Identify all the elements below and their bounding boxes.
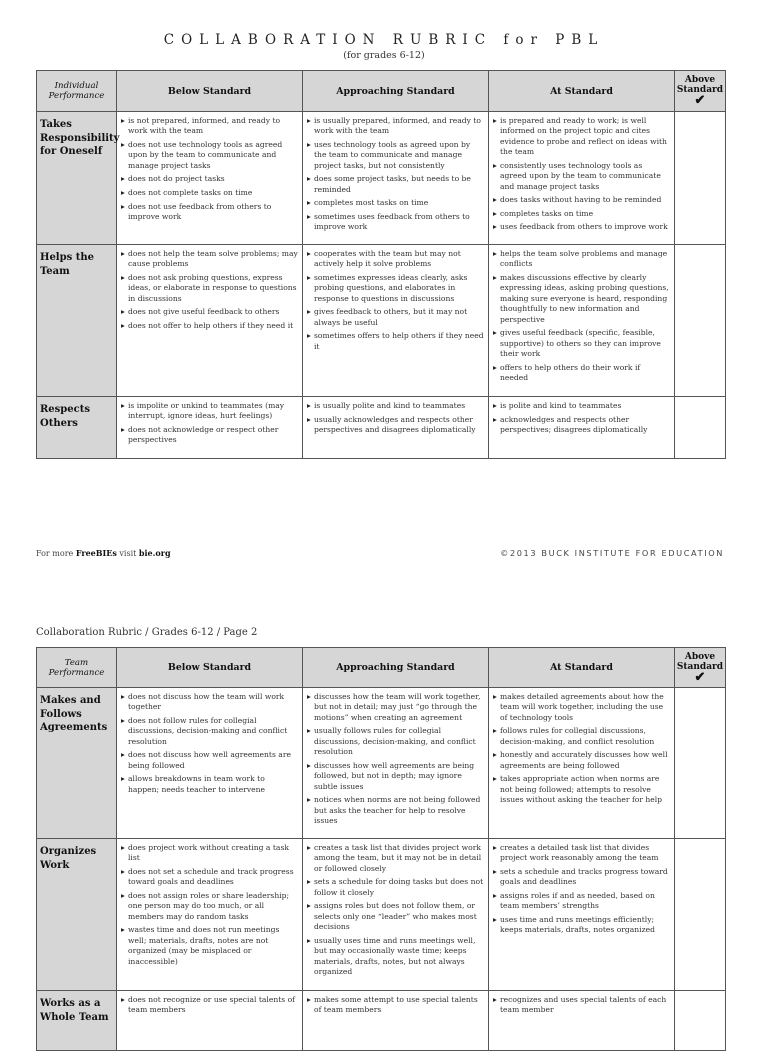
above-standard-cell: [675, 397, 726, 459]
rubric-bullet: ▸ makes some attempt to use special talents of team members: [307, 995, 484, 1016]
corner-header: [37, 71, 117, 112]
above-standard-cell: [675, 112, 726, 245]
below-standard-cell: [117, 245, 303, 397]
table-row: [37, 991, 726, 1051]
approaching-standard-cell: [303, 397, 489, 459]
approaching-standard-cell: [303, 245, 489, 397]
approaching-standard-cell: [303, 839, 489, 991]
above-label-line2: Standard: [676, 661, 724, 672]
document-subtitle: (for grades 6-12): [343, 50, 425, 61]
rubric-bullet: ▸ does some project tasks, but needs to be reminded: [307, 174, 484, 195]
column-header-approaching: Approaching Standard: [303, 71, 489, 112]
above-label-line1: Above: [684, 651, 716, 662]
rubric-bullet: ▸ does tasks without having to be reminded: [493, 195, 670, 205]
below-standard-cell: [117, 839, 303, 991]
rubric-bullet: ▸ usually acknowledges and respects other perspectives and disagrees diplomatically: [307, 415, 484, 436]
rubric-bullet: ▸ notices when norms are not being followed but asks the teacher for help to resolve issues: [307, 795, 484, 826]
rubric-bullet: ▸ is prepared and ready to work; is well informed on the project topic and cites evidence to probe and reflect on ideas with the team: [493, 116, 670, 158]
rubric-bullet: ▸ usually uses time and runs meetings well, but may occasionally waste time; keeps materials, drafts, notes, but not always organized: [307, 936, 484, 978]
rubric-bullet: ▸ does not offer to help others if they need it: [121, 321, 298, 331]
rubric-bullet: ▸ consistently uses technology tools as agreed upon by the team to communicate and manage project tasks: [493, 161, 670, 192]
rubric-bullet: ▸ discusses how well agreements are being followed, but not in depth; may ignore subtle issues: [307, 761, 484, 792]
criterion-label: Takes Responsibility for Oneself: [37, 112, 117, 245]
rubric-bullet: ▸ acknowledges and respects other perspectives; disagrees diplomatically: [493, 415, 670, 436]
rubric-bullet: ▸ offers to help others do their work if needed: [493, 363, 670, 384]
page2-label: Collaboration Rubric / Grades 6-12 / Page 2: [36, 627, 258, 638]
criterion-label: Helps the Team: [37, 245, 117, 397]
column-header-approaching: Approaching Standard: [303, 648, 489, 688]
at-standard-cell: [489, 245, 675, 397]
footer-copyright: ©2013 BUCK INSTITUTE FOR EDUCATION: [500, 548, 724, 558]
corner-header-line2: Performance: [48, 91, 105, 101]
rubric-bullet: ▸ gives feedback to others, but it may not always be useful: [307, 307, 484, 328]
at-standard-cell: [489, 112, 675, 245]
document-title: COLLABORATION RUBRIC for PBL: [163, 32, 605, 48]
corner-header-line1: Team: [64, 657, 89, 668]
footer-freebies-note: [36, 548, 171, 558]
column-header-at: At Standard: [489, 648, 675, 688]
rubric-bullet: ▸ discusses how the team will work together, but not in detail; may just “go through the motions” when creating an agreement: [307, 692, 484, 723]
below-standard-cell: [117, 688, 303, 839]
corner-header-line1: Individual: [54, 81, 99, 91]
column-header-above: [675, 71, 726, 112]
above-label-line2: Standard: [676, 85, 724, 95]
rubric-bullet: ▸ sets a schedule for doing tasks but does not follow it closely: [307, 877, 484, 898]
rubric-bullet: ▸ is polite and kind to teammates: [493, 401, 670, 411]
table-row: [37, 245, 726, 397]
below-standard-cell: [117, 397, 303, 459]
rubric-bullet: ▸ does not do project tasks: [121, 174, 298, 184]
criterion-label: Organizes Work: [37, 839, 117, 991]
table-row: [37, 397, 726, 459]
below-standard-cell: [117, 991, 303, 1051]
rubric-bullet: ▸ follows rules for collegial discussions, decision-making, and conflict resolution: [493, 726, 670, 747]
checkmark-icon: ✔: [694, 93, 706, 108]
rubric-bullet: ▸ makes detailed agreements about how the team will work together, including the use of technology tools: [493, 692, 670, 723]
rubric-bullet: ▸ does not set a schedule and track progress toward goals and deadlines: [121, 867, 298, 888]
rubric-bullet: ▸ sets a schedule and tracks progress toward goals and deadlines: [493, 867, 670, 888]
rubric-bullet: ▸ wastes time and does not run meetings well; materials, drafts, notes are not organized (may be misplaced or inaccessible): [121, 925, 298, 967]
table-row: [37, 112, 726, 245]
rubric-bullet: ▸ completes tasks on time: [493, 209, 670, 219]
rubric-bullet: ▸ does not acknowledge or respect other perspectives: [121, 425, 298, 446]
rubric-table-team: [36, 647, 726, 1051]
rubric-bullet: ▸ gives useful feedback (specific, feasible, supportive) to others so they can improve their work: [493, 328, 670, 359]
footer-mid: visit: [116, 549, 139, 558]
rubric-bullet: ▸ uses technology tools as agreed upon by the team to communicate and manage project tasks, but not consistently: [307, 140, 484, 171]
rubric-bullet: ▸ does not recognize or use special talents of team members: [121, 995, 298, 1016]
rubric-bullet: ▸ creates a task list that divides project work among the team, but it may not be in detail or followed closely: [307, 843, 484, 874]
at-standard-cell: [489, 839, 675, 991]
rubric-bullet: ▸ sometimes expresses ideas clearly, asks probing questions, and elaborates in response to questions in discussions: [307, 273, 484, 304]
criterion-label: Works as a Whole Team: [37, 991, 117, 1051]
rubric-bullet: ▸ does not follow rules for collegial discussions, decision-making and conflict resolution: [121, 716, 298, 747]
rubric-bullet: ▸ does not discuss how well agreements are being followed: [121, 750, 298, 771]
footer-prefix: For more: [36, 549, 76, 558]
column-header-below: Below Standard: [117, 648, 303, 688]
at-standard-cell: [489, 991, 675, 1051]
footer-freebies: FreeBIEs: [75, 548, 117, 558]
at-standard-cell: [489, 397, 675, 459]
rubric-bullet: ▸ does not use feedback from others to improve work: [121, 202, 298, 223]
rubric-bullet: ▸ allows breakdowns in team work to happen; needs teacher to intervene: [121, 774, 298, 795]
rubric-bullet: ▸ does not discuss how the team will work together: [121, 692, 298, 713]
rubric-bullet: ▸ completes most tasks on time: [307, 198, 484, 208]
approaching-standard-cell: [303, 688, 489, 839]
column-header-above: [675, 648, 726, 688]
above-standard-cell: [675, 245, 726, 397]
rubric-bullet: ▸ does not use technology tools as agreed upon by the team to communicate and manage project tasks: [121, 140, 298, 171]
rubric-bullet: ▸ assigns roles if and as needed, based on team members’ strengths: [493, 891, 670, 912]
below-standard-cell: [117, 112, 303, 245]
rubric-bullet: ▸ does not ask probing questions, express ideas, or elaborate in response to questions in discussions: [121, 273, 298, 304]
approaching-standard-cell: [303, 112, 489, 245]
rubric-table-individual: [36, 70, 726, 459]
checkmark-icon: ✔: [694, 669, 706, 685]
rubric-bullet: ▸ is impolite or unkind to teammates (may interrupt, ignore ideas, hurt feelings): [121, 401, 298, 422]
rubric-bullet: ▸ creates a detailed task list that divides project work reasonably among the team: [493, 843, 670, 864]
column-header-below: Below Standard: [117, 71, 303, 112]
rubric-bullet: ▸ sometimes offers to help others if they need it: [307, 331, 484, 352]
criterion-label: Makes and Follows Agreements: [37, 688, 117, 839]
column-header-at: At Standard: [489, 71, 675, 112]
corner-header-line2: Performance: [48, 667, 105, 678]
rubric-bullet: ▸ uses feedback from others to improve work: [493, 222, 670, 232]
above-standard-cell: [675, 839, 726, 991]
above-standard-cell: [675, 991, 726, 1051]
rubric-bullet: ▸ is usually prepared, informed, and ready to work with the team: [307, 116, 484, 137]
rubric-bullet: ▸ honestly and accurately discusses how well agreements are being followed: [493, 750, 670, 771]
rubric-bullet: ▸ is usually polite and kind to teammates: [307, 401, 484, 411]
approaching-standard-cell: [303, 991, 489, 1051]
rubric-bullet: ▸ usually follows rules for collegial discussions, decision-making, and conflict resolution: [307, 726, 484, 757]
rubric-bullet: ▸ does not assign roles or share leadership; one person may do too much, or all members may do random tasks: [121, 891, 298, 922]
rubric-bullet: ▸ uses time and runs meetings efficiently; keeps materials, drafts, notes organized: [493, 915, 670, 936]
table-row: [37, 688, 726, 839]
at-standard-cell: [489, 688, 675, 839]
rubric-bullet: ▸ does not help the team solve problems; may cause problems: [121, 249, 298, 270]
rubric-bullet: ▸ does not complete tasks on time: [121, 188, 298, 198]
rubric-bullet: ▸ cooperates with the team but may not actively help it solve problems: [307, 249, 484, 270]
criterion-label: Respects Others: [37, 397, 117, 459]
corner-header: [37, 648, 117, 688]
table-row: [37, 839, 726, 991]
rubric-bullet: ▸ does not give useful feedback to others: [121, 307, 298, 317]
rubric-bullet: ▸ is not prepared, informed, and ready to work with the team: [121, 116, 298, 137]
rubric-bullet: ▸ sometimes uses feedback from others to improve work: [307, 212, 484, 233]
above-label-line1: Above: [684, 75, 716, 85]
above-standard-cell: [675, 688, 726, 839]
rubric-bullet: ▸ recognizes and uses special talents of each team member: [493, 995, 670, 1016]
rubric-bullet: ▸ assigns roles but does not follow them, or selects only one “leader” who makes most decisions: [307, 901, 484, 932]
rubric-bullet: ▸ helps the team solve problems and manage conflicts: [493, 249, 670, 270]
footer-site-link[interactable]: bie.org: [138, 548, 171, 558]
rubric-bullet: ▸ makes discussions effective by clearly expressing ideas, asking probing questions, making sure everyone is heard, responding thoughtfully to new information and perspective: [493, 273, 670, 325]
rubric-bullet: ▸ does project work without creating a task list: [121, 843, 298, 864]
rubric-bullet: ▸ takes appropriate action when norms are not being followed; attempts to resolve issues without asking the teacher for help: [493, 774, 670, 805]
